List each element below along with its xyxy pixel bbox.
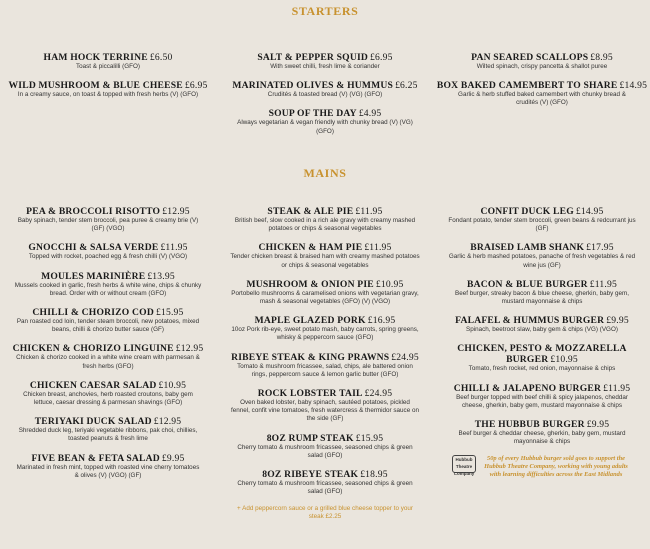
menu-item-heading	[434, 206, 650, 217]
dish-price: £10.95	[375, 278, 404, 290]
dish-price: £6.95	[370, 52, 393, 63]
menu-item	[216, 315, 434, 342]
dish-price: £9.95	[161, 452, 185, 464]
menu-item-heading	[216, 352, 434, 363]
menu-item	[434, 52, 650, 71]
starters-column	[216, 52, 434, 145]
menu-item	[0, 343, 216, 370]
menu-item-heading	[216, 469, 434, 480]
dish-price: £24.95	[391, 351, 419, 363]
dish-name: PEA & BROCCOLI RISOTTO	[26, 206, 161, 217]
menu-item	[0, 453, 216, 480]
dish-price: £11.95	[364, 242, 392, 254]
dish-name: 8OZ RIBEYE STEAK	[262, 469, 359, 481]
menu-item-heading	[0, 343, 216, 354]
dish-price: £11.95	[603, 382, 631, 394]
dish-name: CHICKEN & CHORIZO LINGUINE	[12, 343, 174, 355]
menu-item-heading	[216, 108, 434, 119]
dish-price: £24.95	[364, 388, 393, 400]
menu-item-heading	[0, 380, 216, 391]
dish-name: MAPLE GLAZED PORK	[254, 315, 366, 327]
dish-name: MARINATED OLIVES & HUMMUS	[232, 80, 394, 92]
menu-item-heading	[216, 279, 434, 290]
dish-description: In a creamy sauce, on toast & topped with fresh herbs (V) (GFO)	[17, 91, 199, 99]
dish-price: £15.95	[355, 432, 384, 444]
menu-item	[216, 388, 434, 424]
dish-price: £14.95	[619, 80, 648, 92]
dish-name: WILD MUSHROOM & BLUE CHEESE	[8, 80, 183, 92]
menu-item	[434, 383, 650, 410]
dish-name: CHILLI & JALAPENO BURGER	[453, 382, 602, 394]
dish-description: Chicken & chorizo cooked in a white wine cream with parmesan & fresh herbs (GFO)	[16, 354, 200, 370]
dish-description: Tomato, fresh rocket, red onion, mayonnaise & chips	[468, 365, 616, 373]
dish-price: £8.95	[590, 52, 613, 63]
dish-description: Chicken breast, anchovies, herb roasted croutons, baby gem lettuce, caesar dressing & parmesan shavings (GFO)	[23, 390, 193, 407]
menu-item-heading	[0, 453, 216, 464]
dish-name: CHILLI & CHORIZO COD	[32, 307, 154, 319]
dish-description: Tender chicken breast & braised ham with creamy mashed potatoes or chips & seasonal vegetables	[230, 253, 420, 269]
dish-price: £11.95	[589, 278, 618, 290]
menu-item	[434, 279, 650, 306]
menu-item-heading	[434, 242, 650, 253]
menu-item	[0, 242, 216, 261]
dish-name: CHICKEN & HAM PIE	[258, 242, 363, 254]
dish-price: £17.95	[586, 242, 614, 254]
menu-item	[0, 206, 216, 233]
dish-price: £11.95	[160, 242, 188, 254]
menu-item-heading	[434, 315, 650, 326]
menu-item	[434, 80, 650, 107]
dish-price: £18.95	[360, 469, 388, 481]
dish-description: Topped with rocket, poached egg & fresh chilli (V) (VGO)	[28, 253, 188, 261]
dish-description: Pan roasted cod loin, tender steam broccoli, new potatoes, mixed beans, chilli & chorizo butter sauce (GF)	[16, 318, 200, 334]
menu-item-heading	[434, 279, 650, 290]
menu-item	[216, 242, 434, 269]
mains-column	[0, 206, 216, 521]
menu-item	[216, 108, 434, 135]
dish-name: RIBEYE STEAK & KING PRAWNS	[231, 351, 390, 363]
dish-price: £6.25	[395, 80, 418, 92]
dish-name: MOULES MARINIÈRE	[41, 270, 146, 282]
starters-heading: STARTERS	[291, 4, 359, 18]
dish-name: MUSHROOM & ONION PIE	[246, 278, 374, 290]
menu-item	[434, 315, 650, 334]
menu-item-heading	[216, 80, 434, 91]
menu-item-heading	[434, 80, 650, 91]
menu-item-heading	[216, 315, 434, 326]
steak-addon-note: + Add peppercorn sauce or a grilled blue cheese topper to your steak £2.25	[237, 505, 413, 521]
menu-item	[216, 469, 434, 496]
menu-item-heading	[0, 416, 216, 427]
menu-item	[0, 80, 216, 99]
menu-item-heading	[216, 433, 434, 444]
menu-item	[0, 307, 216, 334]
dish-price: £13.95	[147, 270, 175, 282]
dish-description: Baby spinach, tender stem broccoli, pea puree & creamy brie (V) (GF) (VGO)	[17, 217, 199, 233]
mains-column	[434, 206, 650, 521]
dish-price: £6.50	[149, 52, 173, 63]
menu-item	[0, 52, 216, 71]
dish-description: Portobello mushrooms & caramelised onions with vegetarian gravy, mash & seasonal vegetables (GFO) (V) (VGO)	[231, 289, 419, 306]
dish-name: CHICKEN, PESTO & MOZZARELLA BURGER	[457, 343, 627, 366]
dish-name: SOUP OF THE DAY	[268, 108, 357, 120]
dish-name: BRAISED LAMB SHANK	[470, 242, 585, 254]
dish-description: Marinated in fresh mint, topped with roasted vine cherry tomatoes & olives (V) (VGO) (GF)	[16, 463, 200, 479]
menu-item	[216, 352, 434, 379]
dish-description: Wilted spinach, crispy pancetta & shallot puree	[476, 63, 608, 70]
charity-note	[434, 455, 650, 478]
dish-description: Beef burger, streaky bacon & blue cheese, gherkin, baby gem, mustard mayonnaise & chips	[455, 289, 629, 306]
dish-description: British beef, slow cooked in a rich ale gravy with creamy mashed potatoes or chips & seasonal vegetables	[234, 217, 416, 233]
dish-name: STEAK & ALE PIE	[267, 206, 354, 217]
menu-item-heading	[434, 383, 650, 394]
menu-item	[216, 206, 434, 233]
menu-item-heading	[216, 242, 434, 253]
menu-item	[216, 52, 434, 71]
dish-price: £15.95	[155, 307, 184, 319]
dish-name: FIVE BEAN & FETA SALAD	[31, 452, 160, 464]
menu-item	[216, 433, 434, 460]
dish-description: Oven baked lobster, baby spinach, sautéed potatoes, pickled fennel, confit vine tomatoes, fresh watercress & thermidor sauce on the side (GF)	[231, 399, 419, 423]
dish-price: £10.95	[158, 379, 187, 391]
menu-item-heading	[434, 343, 650, 365]
menu-item-heading	[216, 52, 434, 63]
dish-price: £11.95	[355, 206, 383, 217]
dish-name: 8OZ RUMP STEAK	[266, 432, 354, 444]
mains-grid	[0, 206, 650, 521]
menu-item	[434, 242, 650, 269]
menu-item-heading	[0, 80, 216, 91]
dish-name: CHICKEN CAESAR SALAD	[29, 379, 157, 391]
mains-column	[216, 206, 434, 521]
mains-heading: MAINS	[303, 166, 347, 180]
menu-item-heading	[434, 52, 650, 63]
menu-item	[434, 343, 650, 373]
menu-item-heading	[434, 419, 650, 430]
dish-description: Beef burger topped with beef chilli & spicy jalapenos, cheddar cheese, gherkin, baby gem, mustard mayonnaise & chips	[456, 393, 628, 409]
dish-name: BACON & BLUE BURGER	[466, 278, 588, 290]
dish-name: TERIYAKI DUCK SALAD	[34, 416, 152, 428]
menu-item	[0, 271, 216, 298]
dish-name: CONFIT DUCK LEG	[480, 206, 574, 217]
dish-description: Tomato & mushroom fricassee, salad, chips, ale battered onion rings, peppercorn sauce & lemon garlic butter (GFO)	[237, 362, 413, 378]
dish-name: HAM HOCK TERRINE	[43, 52, 148, 63]
menu-item-heading	[0, 52, 216, 63]
dish-name: SALT & PEPPER SQUID	[257, 52, 369, 63]
menu-item-heading	[216, 388, 434, 399]
dish-price: £10.95	[550, 354, 578, 366]
starters-column	[0, 52, 216, 145]
menu-item	[434, 206, 650, 233]
dish-price: £12.95	[175, 343, 204, 355]
menu-item	[216, 279, 434, 306]
dish-description: Crudités & toasted bread (V) (VG) (GFO)	[267, 91, 383, 99]
dish-name: BOX BAKED CAMEMBERT TO SHARE	[436, 80, 618, 92]
menu-item-heading	[0, 271, 216, 282]
dish-price: £16.95	[367, 315, 396, 327]
dish-price: £12.95	[162, 206, 190, 217]
dish-description: Garlic & herb stuffed baked camembert with chunky bread & crudités (V) (GFO)	[458, 91, 626, 107]
dish-price: £12.95	[153, 416, 182, 428]
starters-grid	[0, 52, 650, 145]
dish-name: FALAFEL & HUMMUS BURGER	[455, 315, 605, 327]
dish-name: THE HUBBUB BURGER	[474, 419, 585, 431]
menu-item-heading	[216, 206, 434, 217]
menu-item	[216, 80, 434, 99]
dish-description: Garlic & herb mashed potatoes, panache of fresh vegetables & red wine jus (GF)	[448, 253, 636, 269]
menu-item	[0, 416, 216, 443]
dish-description: Mussels cooked in garlic, fresh herbs & white wine, chips & chunky bread. Order with or without cream (GFO)	[14, 281, 202, 297]
dish-description: Toast & piccalilli (GFO)	[75, 63, 141, 70]
dish-description: Spinach, beetroot slaw, baby gem & chips (VG) (VGO)	[466, 326, 618, 334]
dish-description: Beef burger & cheddar cheese, gherkin, baby gem, mustard mayonnaise & chips	[458, 430, 626, 446]
dish-name: GNOCCHI & SALSA VERDE	[28, 242, 159, 254]
dish-price: £4.95	[358, 108, 382, 120]
menu-item-heading	[0, 206, 216, 217]
menu-item-heading	[0, 242, 216, 253]
menu-item-heading	[0, 307, 216, 318]
dish-description: Cherry tomato & mushroom fricassee, seasoned chips & green salad (GFO)	[237, 480, 413, 496]
charity-text: 50p of every Hubbub burger sold goes to support the Hubbub Theatre Company, working with young adults with learning difficulties across the East Midlands	[484, 455, 628, 478]
dish-price: £6.95	[184, 80, 208, 92]
hubbub-logo-icon: Hubbub Theatre Company	[453, 457, 475, 477]
menu-item	[434, 419, 650, 446]
dish-price: £9.95	[586, 419, 610, 431]
dish-description: With sweet chilli, fresh lime & coriander	[270, 63, 380, 70]
starters-column	[434, 52, 650, 145]
dish-description: Cherry tomato & mushroom fricassee, seasoned chips & green salad (GFO)	[237, 443, 413, 459]
dish-description: Shredded duck leg, teriyaki vegetable ribbons, pak choi, chillies, toasted peanuts & fresh lime	[18, 427, 198, 443]
dish-price: £14.95	[575, 206, 604, 217]
dish-description: Fondant potato, tender stem broccoli, green beans & redcurrant jus (GF)	[448, 217, 636, 233]
dish-name: ROCK LOBSTER TAIL	[257, 388, 363, 400]
dish-name: PAN SEARED SCALLOPS	[471, 52, 589, 63]
dish-price: £9.95	[606, 315, 629, 327]
dish-description: 10oz Pork rib-eye, sweet potato mash, baby carrots, spring greens, whisky & peppercorn sauce (GFO)	[231, 326, 419, 342]
menu-item	[0, 380, 216, 407]
dish-description: Always vegetarian & vegan friendly with chunky bread (V) (VG) (GFO)	[237, 119, 413, 135]
